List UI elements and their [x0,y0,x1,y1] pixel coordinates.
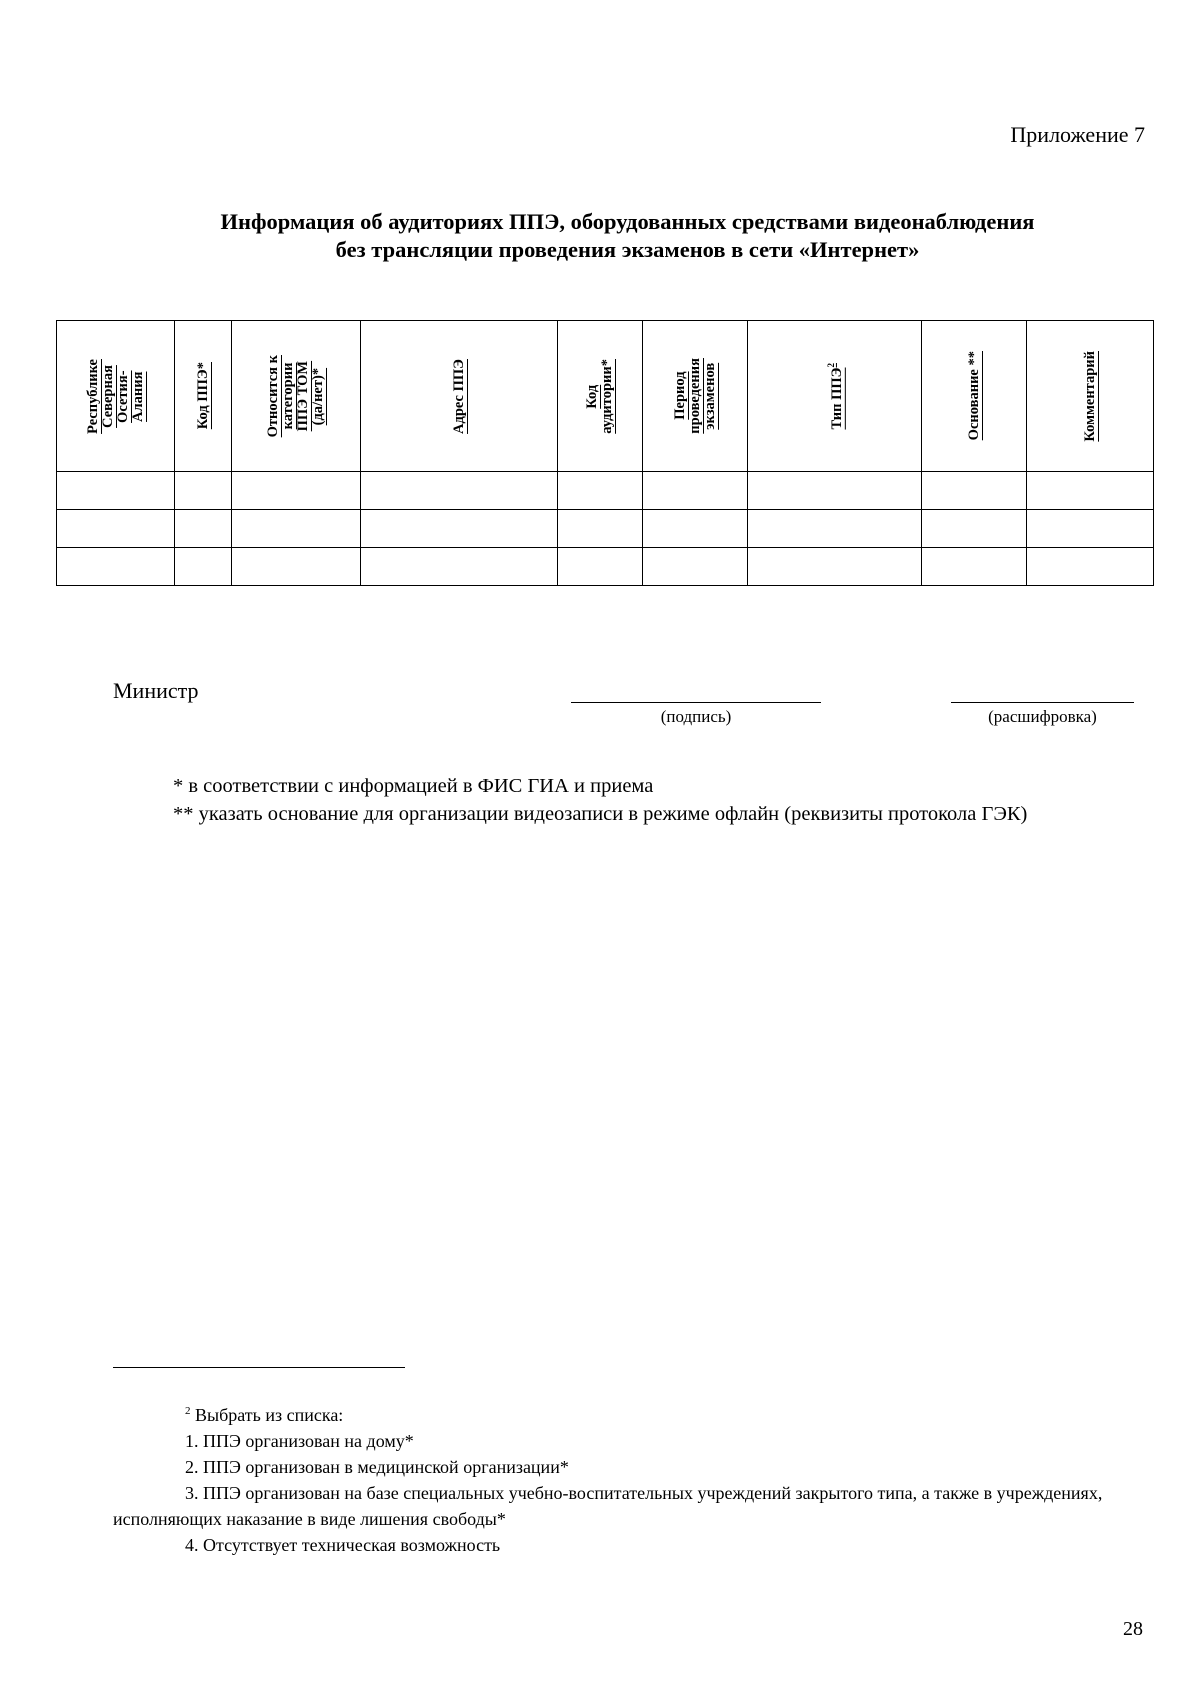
table-cell[interactable] [1027,510,1154,548]
table-body [57,472,1154,586]
table-cell[interactable] [558,510,643,548]
table-cell[interactable] [643,548,748,586]
table-header-row [57,321,1154,472]
table-cell[interactable] [558,472,643,510]
table-cell[interactable] [748,510,922,548]
table-cell[interactable] [643,472,748,510]
title-line-2: без трансляции проведения экзаменов в сети «Интернет» [335,237,920,262]
table-cell[interactable] [57,472,175,510]
header-cell-pps-code: Код ППЭ* [175,321,232,472]
header-cell-comment: Комментарий [1027,321,1154,472]
type-footnote-mark: 2 [826,362,837,368]
table-cell[interactable] [361,510,558,548]
header-cell-pps-address: Адрес ППЭ [361,321,558,472]
table-cell[interactable] [57,548,175,586]
table-cell[interactable] [57,510,175,548]
table-row [57,548,1154,586]
table-row [57,472,1154,510]
table-cell[interactable] [1027,548,1154,586]
table-cell[interactable] [1027,472,1154,510]
table-cell[interactable] [748,548,922,586]
appendix-label: Приложение 7 [1010,122,1145,147]
table-cell[interactable] [361,548,558,586]
decode-line[interactable] [951,702,1134,703]
signature-caption: (подпись) [660,707,732,726]
signature-line[interactable] [571,702,821,703]
table-cell[interactable] [175,548,232,586]
table-cell[interactable] [748,472,922,510]
notes-block [113,772,1143,828]
note-single-star: * в соответствии с информацией в ФИС ГИА и приема [173,775,654,797]
table-row [57,510,1154,548]
table-cell[interactable] [922,472,1027,510]
table-cell[interactable] [232,472,361,510]
table-cell[interactable] [232,510,361,548]
footnote-item: 2. ППЭ организован в медицинской организации* [185,1457,569,1477]
footnotes-block [113,1398,1143,1558]
footnote-item: 1. ППЭ организован на дому* [185,1431,414,1451]
header-cell-room-code: Код аудитории* [558,321,643,472]
title-line-1: Информация об аудиториях ППЭ, оборудованных средствами видеонаблюдения [220,209,1035,234]
header-cell-pps-type: Тип ППЭ$^2$ [748,321,922,472]
header-cell-republic: Республике Северная Осетия- Алания [57,321,175,472]
document-title [0,208,1200,264]
pps-table [56,320,1154,586]
footnote-separator [113,1367,405,1368]
table-cell[interactable] [922,510,1027,548]
header-cell-basis: Основание ** [922,321,1027,472]
footnote-item: 4. Отсутствует техническая возможность [185,1535,501,1555]
decode-caption: (расшифровка) [988,707,1097,726]
footnote-item: 3. ППЭ организован на базе специальных учебно-воспитательных учреждений закрытого типа, а также в учреждениях, исполняющих наказание в виде лишения свободы* [113,1483,1103,1529]
table-cell[interactable] [558,548,643,586]
page-number: 28 [1123,1618,1143,1640]
table-cell[interactable] [361,472,558,510]
table-cell[interactable] [643,510,748,548]
table-cell[interactable] [175,510,232,548]
footnote-intro: $^2$ Выбрать из списка: [185,1405,344,1425]
table-cell[interactable] [922,548,1027,586]
note-double-star: ** указать основание для организации видеозаписи в режиме офлайн (реквизиты протокола ГЭК) [173,803,1028,825]
table-cell[interactable] [175,472,232,510]
minister-label: Министр [113,678,199,703]
header-cell-tom-category: Относится к категории ППЭ ТОМ (да/нет)* [232,321,361,472]
footnote-mark: 2 [185,1405,191,1417]
table-cell[interactable] [232,548,361,586]
header-cell-exam-period: Период проведения экзаменов [643,321,748,472]
